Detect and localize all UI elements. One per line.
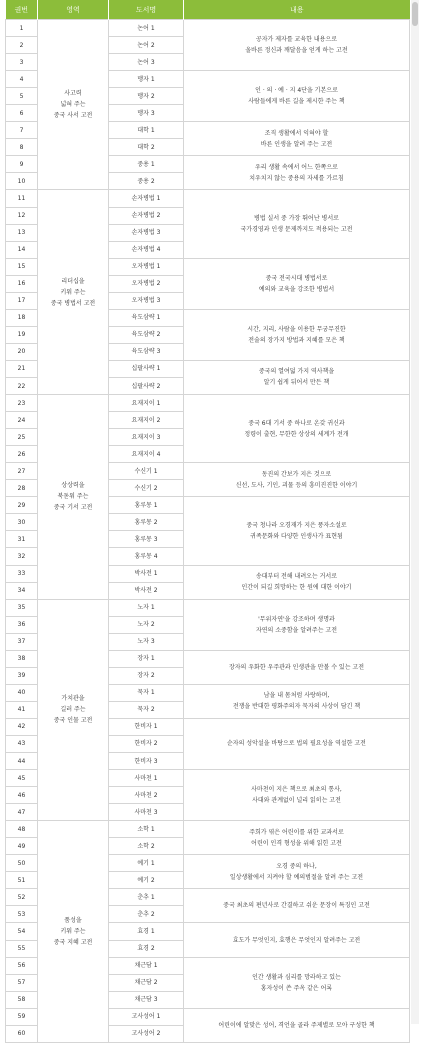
content-description: 인 · 의 · 예 · 지 4단을 기본으로 사람들에게 바른 길을 제시한 주는 책	[184, 71, 410, 122]
book-title[interactable]: 손자병법 4	[109, 241, 184, 258]
book-number: 34	[6, 582, 38, 599]
book-title[interactable]: 채근담 2	[109, 974, 184, 991]
book-number: 13	[6, 224, 38, 241]
table-row	[6, 190, 410, 207]
table-row	[6, 821, 410, 838]
book-title[interactable]: 장자 2	[109, 667, 184, 684]
book-title[interactable]: 논어 3	[109, 54, 184, 71]
book-title[interactable]: 효경 2	[109, 940, 184, 957]
book-title[interactable]: 춘추 2	[109, 906, 184, 923]
content-description: '무위자연'을 강조하며 생명과 자연의 소중함을 알려주는 고전	[184, 599, 410, 650]
book-number: 3	[6, 54, 38, 71]
book-title[interactable]: 대학 1	[109, 122, 184, 139]
book-title[interactable]: 예기 1	[109, 855, 184, 872]
area-cell: 가치관을 길러 주는 중국 인물 고전	[38, 599, 109, 821]
book-number: 27	[6, 463, 38, 480]
book-number: 25	[6, 429, 38, 446]
book-title[interactable]: 논어 1	[109, 20, 184, 37]
book-number: 36	[6, 616, 38, 633]
book-number: 59	[6, 1008, 38, 1025]
content-description: 공자가 제자를 교육한 내용으로 올바른 정신과 깨달음을 얻게 하는 고전	[184, 20, 410, 71]
book-title[interactable]: 중용 2	[109, 173, 184, 190]
book-title[interactable]: 홍루몽 2	[109, 514, 184, 531]
content-description: 우리 생활 속에서 어느 한쪽으로 치우치지 않는 중용의 자세를 가르침	[184, 156, 410, 190]
content-description: 사마천이 지은 책으로 최초의 통사, 사대와 관계없이 널리 읽히는 고전	[184, 770, 410, 821]
book-title[interactable]: 고사성어 1	[109, 1008, 184, 1025]
book-title[interactable]: 논어 2	[109, 37, 184, 54]
book-number: 45	[6, 770, 38, 787]
book-title[interactable]: 요재지이 2	[109, 412, 184, 429]
book-number: 41	[6, 701, 38, 718]
book-title[interactable]: 십팔사략 1	[109, 360, 184, 377]
book-title[interactable]: 수신기 1	[109, 463, 184, 480]
book-number: 51	[6, 872, 38, 889]
content-description: 주희가 엮은 어린이를 위한 교과서로 어린이 인격 형성을 위해 읽힌 고전	[184, 821, 410, 855]
content-description: 중국 최초의 편년사로 간결하고 쉬운 문장이 특징인 고전	[184, 889, 410, 923]
area-cell: 상상력을 북돋워 주는 중국 기서 고전	[38, 395, 109, 600]
book-title[interactable]: 오자병법 1	[109, 258, 184, 275]
content-description: 병법 실서 중 가장 뛰어난 병서로 국가경영과 인생 문제까지도 적용되는 고전	[184, 190, 410, 258]
book-title[interactable]: 춘추 1	[109, 889, 184, 906]
book-number: 39	[6, 667, 38, 684]
book-number: 17	[6, 292, 38, 309]
book-number: 50	[6, 855, 38, 872]
header-content: 내용	[184, 0, 410, 20]
book-number: 12	[6, 207, 38, 224]
book-number: 24	[6, 412, 38, 429]
book-number: 31	[6, 531, 38, 548]
book-number: 33	[6, 565, 38, 582]
content-description: 순자의 성악설을 바탕으로 법의 필요성을 역설한 고전	[184, 718, 410, 769]
book-title[interactable]: 한비자 3	[109, 753, 184, 770]
book-title[interactable]: 홍루몽 3	[109, 531, 184, 548]
book-number: 60	[6, 1025, 38, 1042]
book-title[interactable]: 손자병법 3	[109, 224, 184, 241]
book-title[interactable]: 요재지이 3	[109, 429, 184, 446]
book-number: 40	[6, 684, 38, 701]
book-title[interactable]: 육도삼략 3	[109, 343, 184, 360]
content-description: 남을 내 몸처럼 사랑하며, 전쟁을 반대한 평화주의자 묵자의 사상이 담긴 책	[184, 684, 410, 718]
content-description: 어린이에 알맞은 성어, 격언을 골라 주제별로 모아 구성한 책	[184, 1008, 410, 1042]
book-title[interactable]: 오자병법 3	[109, 292, 184, 309]
book-number: 9	[6, 156, 38, 173]
book-number: 20	[6, 343, 38, 360]
content-description: 효도가 무엇인지, 효행은 무엇인지 알려주는 고전	[184, 923, 410, 957]
area-cell: 사고력 넓혀 주는 중국 사서 고전	[38, 20, 109, 190]
book-title[interactable]: 노자 3	[109, 633, 184, 650]
book-title[interactable]: 맹자 3	[109, 105, 184, 122]
book-number: 44	[6, 753, 38, 770]
book-title[interactable]: 박사전 1	[109, 565, 184, 582]
book-number: 26	[6, 446, 38, 463]
content-description: 동진의 간보가 지은 것으로 신선, 도사, 기인, 괴물 등의 흥미진진한 이야기	[184, 463, 410, 497]
book-number: 48	[6, 821, 38, 838]
book-title[interactable]: 채근담 3	[109, 991, 184, 1008]
content-description: 인간 생활과 심리를 망라하고 있는 홍자성이 쓴 주옥 같은 어록	[184, 957, 410, 1008]
book-number: 30	[6, 514, 38, 531]
book-number: 5	[6, 88, 38, 105]
book-title[interactable]: 사마천 3	[109, 804, 184, 821]
book-number: 11	[6, 190, 38, 207]
content-description: 중국 청나라 오경재가 지은 풍자소설로 귀족문화와 다양한 인생사가 표현됨	[184, 497, 410, 565]
book-number: 58	[6, 991, 38, 1008]
book-title[interactable]: 홍루몽 1	[109, 497, 184, 514]
book-title[interactable]: 장자 1	[109, 650, 184, 667]
area-cell: 품성을 키워 주는 중국 지혜 고전	[38, 821, 109, 1043]
book-title[interactable]: 맹자 1	[109, 71, 184, 88]
book-title[interactable]: 육도삼략 1	[109, 309, 184, 326]
book-number: 43	[6, 735, 38, 752]
book-number: 4	[6, 71, 38, 88]
book-title[interactable]: 채근담 1	[109, 957, 184, 974]
book-list-table	[5, 0, 410, 1043]
book-number: 53	[6, 906, 38, 923]
book-number: 14	[6, 241, 38, 258]
book-title[interactable]: 사마천 1	[109, 770, 184, 787]
book-number: 38	[6, 650, 38, 667]
book-title[interactable]: 육도삼략 2	[109, 326, 184, 343]
book-number: 54	[6, 923, 38, 940]
book-title[interactable]: 노자 2	[109, 616, 184, 633]
book-number: 2	[6, 37, 38, 54]
book-number: 8	[6, 139, 38, 156]
book-number: 22	[6, 377, 38, 394]
content-description: 장자의 우화한 우주관과 인생관을 만볼 수 있는 고전	[184, 650, 410, 684]
scrollbar[interactable]	[411, 0, 419, 1024]
book-number: 29	[6, 497, 38, 514]
book-number: 7	[6, 122, 38, 139]
book-title[interactable]: 소학 1	[109, 821, 184, 838]
book-title[interactable]: 중용 1	[109, 156, 184, 173]
content-description: 송대부터 전해 내려오는 거서로 인간이 되길 희망하는 한 원에 대한 이야기	[184, 565, 410, 599]
book-number: 28	[6, 480, 38, 497]
book-title[interactable]: 요재지이 1	[109, 395, 184, 412]
content-description: 중국 전국시대 병법서로 예의와 교육을 강조한 병법서	[184, 258, 410, 309]
book-number: 56	[6, 957, 38, 974]
book-title[interactable]: 한비자 1	[109, 718, 184, 735]
book-number: 42	[6, 718, 38, 735]
book-title[interactable]: 오자병법 2	[109, 275, 184, 292]
book-title[interactable]: 효경 1	[109, 923, 184, 940]
book-number: 21	[6, 360, 38, 377]
table-row	[6, 20, 410, 37]
table-row	[6, 395, 410, 412]
book-number: 10	[6, 173, 38, 190]
book-title[interactable]: 손자병법 2	[109, 207, 184, 224]
book-number: 49	[6, 838, 38, 855]
area-cell: 리더십을 키워 주는 중국 병법서 고전	[38, 190, 109, 395]
book-title[interactable]: 한비자 2	[109, 735, 184, 752]
book-number: 46	[6, 787, 38, 804]
content-description: 중국의 열여덟 가지 역사책을 알기 쉽게 뒤어서 만든 책	[184, 360, 410, 394]
book-title[interactable]: 묵자 2	[109, 701, 184, 718]
book-title[interactable]: 대학 2	[109, 139, 184, 156]
book-title[interactable]: 홍루몽 4	[109, 548, 184, 565]
book-number: 23	[6, 395, 38, 412]
book-title[interactable]: 사마천 2	[109, 787, 184, 804]
book-number: 1	[6, 20, 38, 37]
scrollbar-thumb[interactable]	[412, 2, 418, 26]
book-title[interactable]: 노자 1	[109, 599, 184, 616]
content-description: 조직 생활에서 익혀야 할 바른 인생을 알려 주는 고전	[184, 122, 410, 156]
book-number: 55	[6, 940, 38, 957]
book-number: 18	[6, 309, 38, 326]
book-number: 32	[6, 548, 38, 565]
book-title[interactable]: 묵자 1	[109, 684, 184, 701]
book-number: 57	[6, 974, 38, 991]
book-title[interactable]: 소학 2	[109, 838, 184, 855]
content-description: 시간, 지리, 사람을 이용한 무궁무진한 전술의 장가지 방법과 지혜를 모은 책	[184, 309, 410, 360]
book-title[interactable]: 고사성어 2	[109, 1025, 184, 1042]
table-row	[6, 599, 410, 616]
book-title[interactable]: 손자병법 1	[109, 190, 184, 207]
book-title[interactable]: 예기 2	[109, 872, 184, 889]
header-title: 도서명	[109, 0, 184, 20]
table-body	[6, 20, 410, 1043]
book-number: 6	[6, 105, 38, 122]
book-number: 19	[6, 326, 38, 343]
book-number: 37	[6, 633, 38, 650]
book-title[interactable]: 십팔사략 2	[109, 377, 184, 394]
content-description: 중국 6대 기서 중 하나로 온갖 귀신과 정령이 출현, 무한한 상상의 세계가 전개	[184, 395, 410, 463]
book-title[interactable]: 박사전 2	[109, 582, 184, 599]
header-number: 권번	[6, 0, 38, 20]
book-number: 16	[6, 275, 38, 292]
book-number: 52	[6, 889, 38, 906]
content-description: 오경 중의 하나, 일상생활에서 지켜야 할 예의범절을 알려 주는 고전	[184, 855, 410, 889]
book-number: 35	[6, 599, 38, 616]
header-area: 영역	[38, 0, 109, 20]
book-number: 47	[6, 804, 38, 821]
book-title[interactable]: 수신기 2	[109, 480, 184, 497]
book-number: 15	[6, 258, 38, 275]
book-title[interactable]: 맹자 2	[109, 88, 184, 105]
table-header-row	[6, 0, 410, 20]
book-title[interactable]: 요재지이 4	[109, 446, 184, 463]
